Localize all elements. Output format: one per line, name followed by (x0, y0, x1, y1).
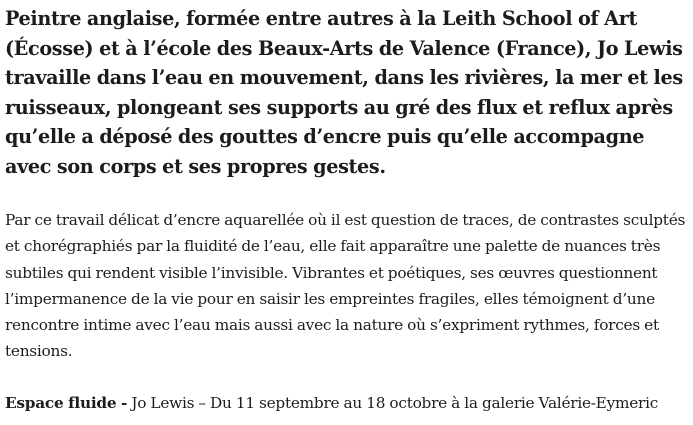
article (5, 0, 691, 416)
body-paragraph: Par ce travail délicat d’encre aquarellée où il est question de traces, de contrastes sculptés et chorégraphiés par la fluidité de l’eau, elle fait apparaître une palette de nuances très subtiles qui rendent visible l’invisible. Vibrantes et poétiques, ses œuvres questionnent l’impermanence de la vie pour en saisir les empreintes fragiles, elles témoignent d’une rencontre intime avec l’eau mais aussi avec la nature où s’expriment rythmes, forces et tensions. (5, 211, 686, 361)
exhibition-info (5, 390, 691, 416)
exhibition-details: Jo Lewis – Du 11 septembre au 18 octobre à la galerie Valérie-Eymeric (127, 393, 659, 412)
exhibition-title: Espace fluide - (5, 393, 128, 412)
lead-paragraph: Peintre anglaise, formée entre autres à la Leith School of Art (Écosse) et à l’école des Beaux-Arts de Valence (France), Jo Lewis travaille dans l’eau en mouvement, dans les rivières, la mer et les ruisseaux, plongeant ses supports au gré des flux et reflux après qu’elle a déposé des gouttes d’encre puis qu’elle accompagne avec son corps et ses propres gestes. (5, 7, 683, 178)
